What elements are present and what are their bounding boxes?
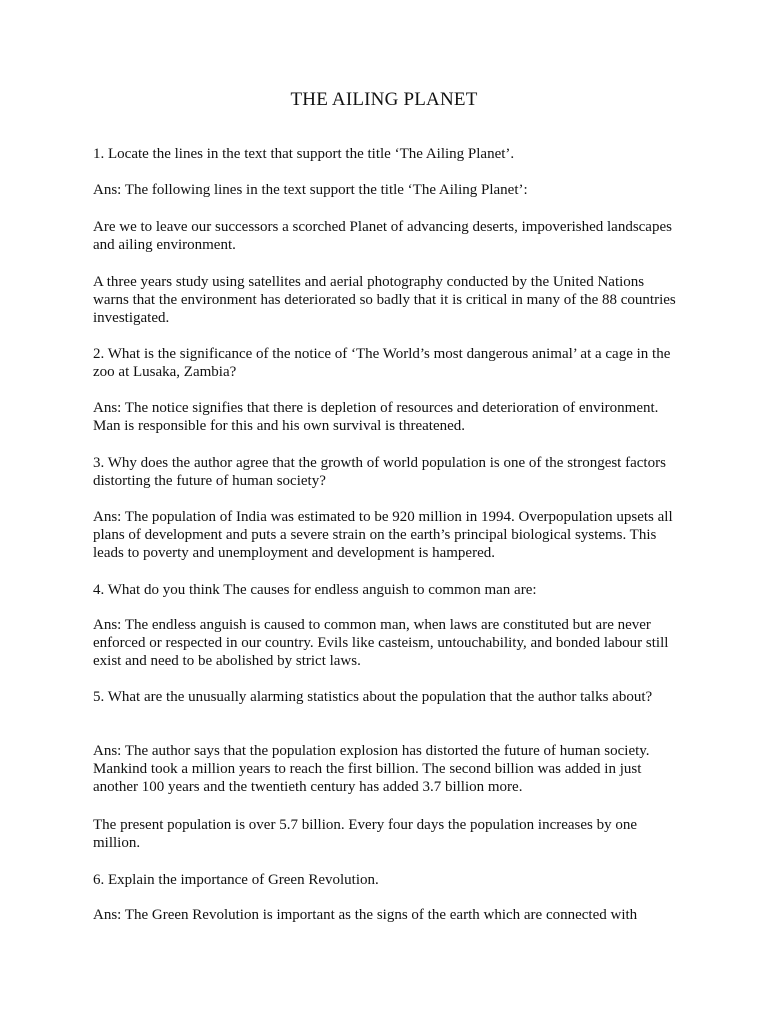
answer-1: Ans: The following lines in the text support the title ‘The Ailing Planet’: <box>93 182 528 198</box>
question-6: 6. Explain the importance of Green Revolution. <box>93 872 379 888</box>
question-4: 4. What do you think The causes for endless anguish to common man are: <box>93 582 537 598</box>
answer-6: Ans: The Green Revolution is important as the signs of the earth which are connected with <box>93 907 638 923</box>
answer-4: Ans: The endless anguish is caused to common man, when laws are constituted but are never enforced or respected in our country. Evils like casteism, untouchability, and bonded labour still exist and need to be abolished by strict laws. <box>93 617 669 670</box>
question-1: 1. Locate the lines in the text that support the title ‘The Ailing Planet’. <box>93 146 515 162</box>
answer-1-quote-1: Are we to leave our successors a scorched Planet of advancing deserts, impoverished landscapes and ailing environment. <box>93 219 672 254</box>
question-3: 3. Why does the author agree that the growth of world population is one of the strongest factors distorting the future of human society? <box>93 455 666 490</box>
answer-5-continued: The present population is over 5.7 billion. Every four days the population increases by one million. <box>93 817 638 852</box>
question-5: 5. What are the unusually alarming statistics about the population that the author talks about? <box>93 689 653 705</box>
question-2: 2. What is the significance of the notice of ‘The World’s most dangerous animal’ at a cage in the zoo at Lusaka, Zambia? <box>93 346 671 381</box>
answer-5: Ans: The author says that the population explosion has distorted the future of human society. Mankind took a million years to reach the first billion. The second billion was added in just another 100 years and the twentieth century has added 3.7 billion more. <box>93 743 650 796</box>
answer-1-quote-2: A three years study using satellites and aerial photography conducted by the United Nations warns that the environment has deteriorated so badly that it is critical in many of the 88 countries investigated. <box>93 274 676 327</box>
answer-3: Ans: The population of India was estimated to be 920 million in 1994. Overpopulation upsets all plans of development and puts a severe strain on the earth’s principal biological systems. This leads to poverty and unemployment and development is hampered. <box>93 509 673 562</box>
document-title: THE AILING PLANET <box>290 89 478 110</box>
answer-2: Ans: The notice signifies that there is depletion of resources and deterioration of environment. Man is responsible for this and his own survival is threatened. <box>93 400 659 435</box>
